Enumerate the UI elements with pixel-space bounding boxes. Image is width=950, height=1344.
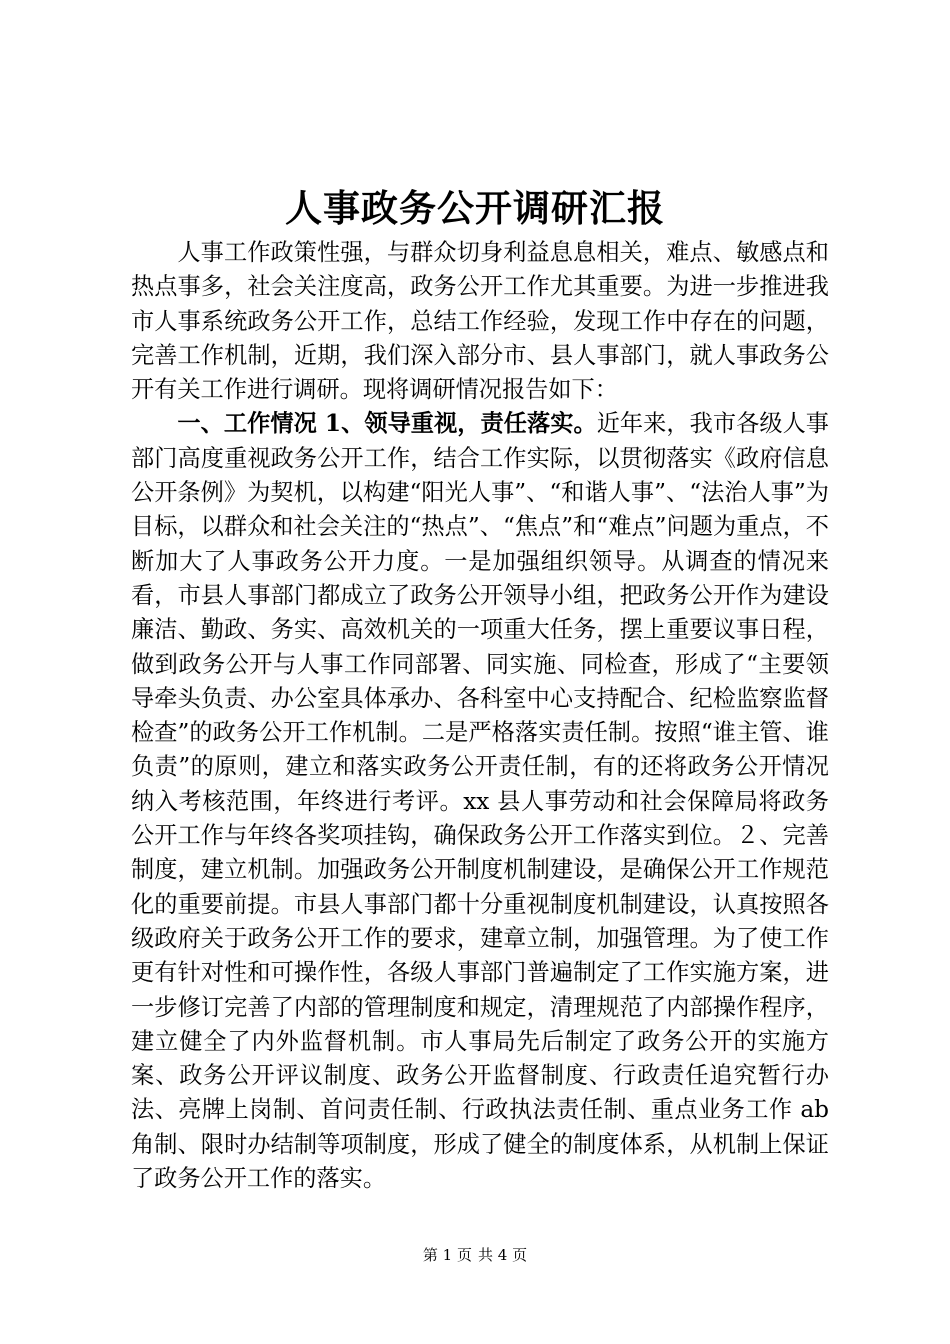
section-heading: 一、工作情况 1、领导重视，责任落实。 [177,410,597,438]
document-body [131,236,829,1196]
page-footer [0,1245,950,1265]
intro-paragraph [131,236,829,407]
intro-paragraph-text: 人事工作政策性强，与群众切身利益息息相关，难点、敏感点和热点事多，社会关注度高，政务公开工作尤其重要。为进一步推进我市人事系统政务公开工作，总结工作经验，发现工作中存在的问题，完善工作机制，近期，我们深入部分市、县人事部门，就人事政务公开有关工作进行调研。现将调研情况报告如下： [131,239,829,404]
total-pages: 共 4 页 [478,1246,528,1264]
page-number: 第 1 页 [422,1246,472,1264]
work-situation-paragraph-text: 近年来，我市各级人事部门高度重视政务公开工作，结合工作实际，以贯彻落实《政府信息公开条例》为契机，以构建“阳光人事”、“和谐人事”、“法治人事”为目标，以群众和社会关注的“热点”、“焦点”和“难点”问题为重点，不断加大了人事政务公开力度。一是加强组织领导。从调查的情况来看，市县人事部门都成立了政务公开领导小组，把政务公开作为建设廉洁、勤政、务实、高效机关的一项重大任务，摆上重要议事日程，做到政务公开与人事工作同部署、同实施、同检查，形成了“主要领导牵头负责、办公室具体承办、各科室中心支持配合、纪检监察监督检查”的政务公开工作机制。二是严格落实责任制。按照“谁主管、谁负责”的原则，建立和落实政务公开责任制，有的还将政务公开情况纳入考核范围，年终进行考评。xx 县人事劳动和社会保障局将政务公开工作与年终各奖项挂钩，确保政务公开工作落实到位。２、完善制度，建立机制。加强政务公开制度机制建设，是确保公开工作规范化的重要前提。市县人事部门都十分重视制度机制建设，认真按照各级政府关于政务公开工作的要求，建章立制，加强管理。为了使工作更有针对性和可操作性，各级人事部门普遍制定了工作实施方案，进一步修订完善了内部的管理制度和规定，清理规范了内部操作程序，建立健全了内外监督机制。市人事局先后制定了政务公开的实施方案、政务公开评议制度、政务公开监督制度、行政责任追究暂行办法、亮牌上岗制、首问责任制、行政执法责任制、重点业务工作 ab 角制、限时办结制等项制度，形成了健全的制度体系，从机制上保证了政务公开工作的落实。 [131,410,829,1193]
document-title: 人事政务公开调研汇报 [285,186,665,230]
work-situation-paragraph [131,407,829,1196]
